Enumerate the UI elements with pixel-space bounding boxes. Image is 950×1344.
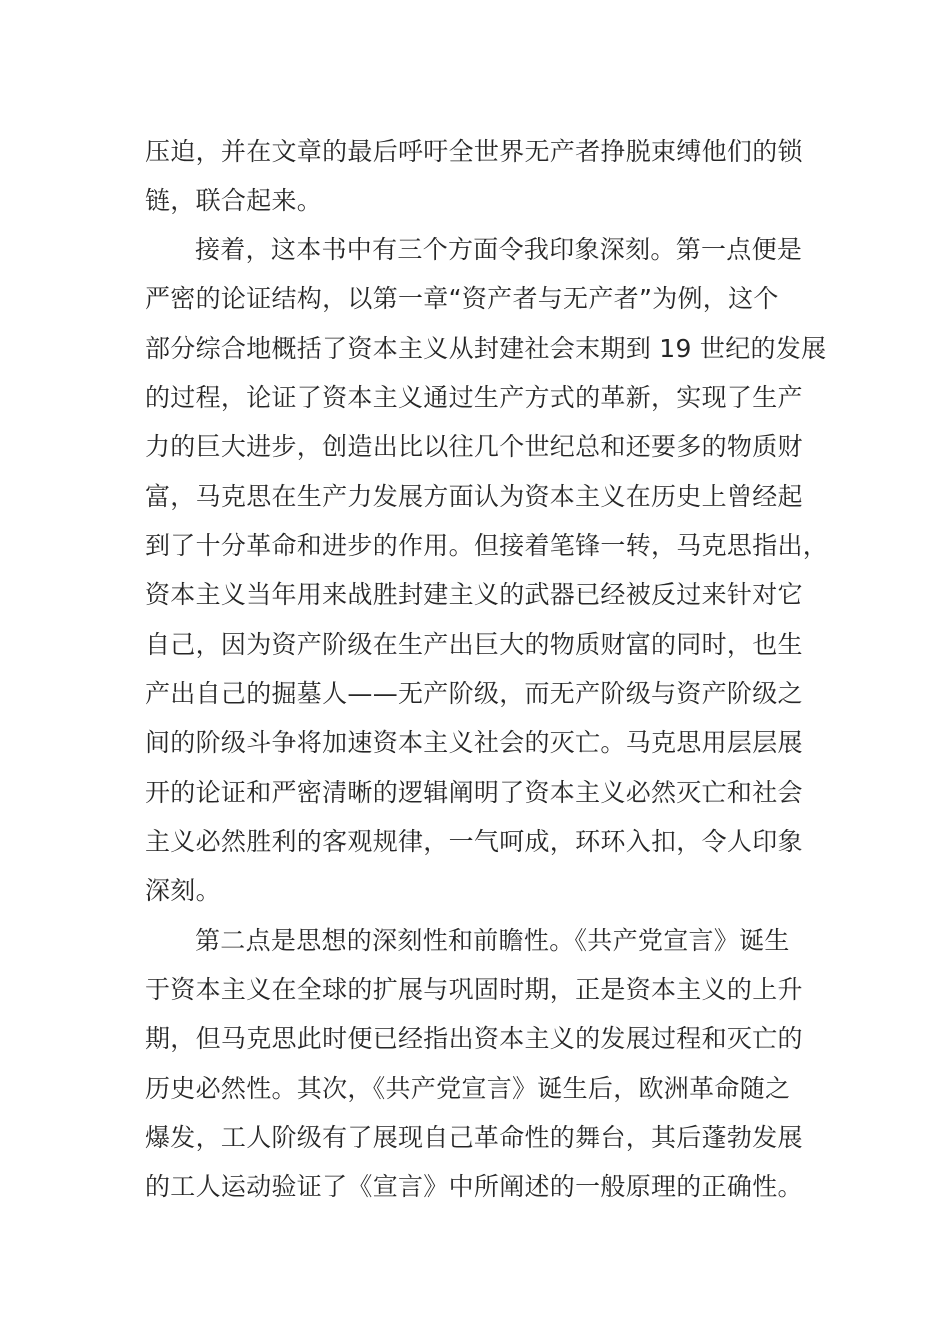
text-line: 主义必然胜利的客观规律，一气呵成，环环入扣，令人印象 <box>145 827 803 856</box>
text-line: 于资本主义在全球的扩展与巩固时期，正是资本主义的上升 <box>145 975 803 1004</box>
text-line: 深刻。 <box>145 876 221 905</box>
text-line: 的工人运动验证了《宣言》中所阐述的一般原理的正确性。 <box>145 1172 803 1201</box>
text-line: 部分综合地概括了资本主义从封建社会末期到 19 世纪的发展 <box>145 334 827 363</box>
paragraph-first-line: 第二点是思想的深刻性和前瞻性。《共产党宣言》诞生 <box>195 926 790 955</box>
text-line: 压迫，并在文章的最后呼吁全世界无产者挣脱束缚他们的锁 <box>145 137 803 166</box>
text-line: 间的阶级斗争将加速资本主义社会的灭亡。马克思用层层展 <box>145 728 803 757</box>
text-line: 产出自己的掘墓人——无产阶级，而无产阶级与资产阶级之 <box>145 679 803 708</box>
text-line: 链，联合起来。 <box>145 186 323 215</box>
text-line: 的过程，论证了资本主义通过生产方式的革新，实现了生产 <box>145 383 803 412</box>
paragraph-first-line: 接着，这本书中有三个方面令我印象深刻。第一点便是 <box>195 235 803 264</box>
text-line: 富，马克思在生产力发展方面认为资本主义在历史上曾经起 <box>145 482 803 511</box>
text-line: 爆发，工人阶级有了展现自己革命性的舞台，其后蓬勃发展 <box>145 1123 803 1152</box>
text-line: 自己，因为资产阶级在生产出巨大的物质财富的同时，也生 <box>145 630 803 659</box>
text-line: 严密的论证结构，以第一章“资产者与无产者”为例，这个 <box>145 284 779 313</box>
text-line: 历史必然性。其次，《共产党宣言》诞生后，欧洲革命随之 <box>145 1074 791 1103</box>
text-line: 资本主义当年用来战胜封建主义的武器已经被反过来针对它 <box>145 580 803 609</box>
text-line: 到了十分革命和进步的作用。但接着笔锋一转，马克思指出， <box>145 531 829 560</box>
text-line: 开的论证和严密清晰的逻辑阐明了资本主义必然灭亡和社会 <box>145 778 803 807</box>
text-line: 力的巨大进步，创造出比以往几个世纪总和还要多的物质财 <box>145 432 803 461</box>
text-line: 期，但马克思此时便已经指出资本主义的发展过程和灭亡的 <box>145 1024 803 1053</box>
